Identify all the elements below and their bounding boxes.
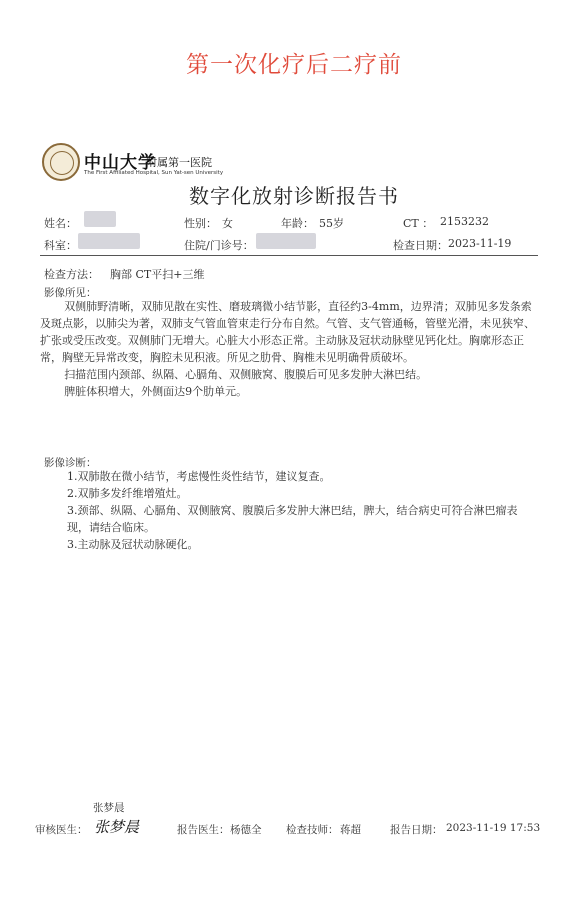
diagnosis-label: 影像诊断：	[44, 457, 97, 469]
dept-label: 科室：	[44, 239, 77, 252]
method-value: 胸部 CT平扫+三维	[110, 268, 205, 281]
exam-date-label: 检查日期：	[393, 239, 448, 252]
diagnosis-list	[50, 468, 530, 553]
findings-paragraph: 脾脏体积增大，外侧面达9个肋单元。	[64, 385, 248, 398]
inpatient-redacted	[256, 233, 316, 249]
name-redacted	[84, 211, 116, 227]
ct-label: CT ：	[403, 217, 434, 230]
findings-body	[40, 298, 538, 400]
gender-label: 性别：	[184, 217, 217, 230]
reviewer-signature: 张梦晨	[94, 818, 140, 836]
hospital-name-cn: 中山大学	[84, 153, 156, 173]
reviewer-printed-name: 张梦晨	[93, 802, 125, 814]
gender-value: 女	[222, 217, 233, 230]
age-label: 年龄：	[281, 217, 314, 230]
age-value: 55岁	[319, 217, 344, 230]
findings-paragraph: 双侧肺野清晰，双肺见散在实性、磨玻璃微小结节影，直径约3-4mm，边界清；双肺见多发条索及斑点影，以肺尖为著，双肺支气管血管束走行分布自然。气管、支气管通畅，管壁光滑，未见狭窄、扩张或受压改变。双侧肺门无增大。心脏大小形态正常。主动脉及冠状动脉壁见钙化灶。胸廓形态正常，胸壁无异常改变，胸腔未见积液。所见之肋骨、胸椎未见明确骨质破坏。	[40, 300, 535, 364]
hospital-name-suffix: 附属第一医院	[146, 156, 212, 169]
technician-label: 检查技师：	[286, 824, 339, 836]
diagnosis-item: 2.双肺多发纤维增殖灶。	[67, 487, 188, 500]
inpatient-label: 住院/门诊号：	[184, 239, 254, 252]
findings-paragraph: 扫描范围内颈部、纵隔、心膈角、双侧腋窝、腹膜后可见多发肿大淋巴结。	[64, 368, 428, 381]
report-date-value: 2023-11-19 17:53	[446, 822, 541, 834]
report-date-label: 报告日期：	[390, 824, 443, 836]
hospital-seal-logo	[42, 143, 80, 181]
annotation-banner: 第一次化疗后二疗前	[186, 52, 402, 78]
ct-value: 2153232	[440, 215, 489, 228]
diagnosis-item: 1.双肺散在微小结节，考虑慢性炎性结节，建议复查。	[67, 470, 331, 483]
report-title: 数字化放射诊断报告书	[189, 184, 399, 208]
findings-label: 影像所见：	[44, 287, 97, 299]
diagnosis-item: 3.主动脉及冠状动脉硬化。	[67, 538, 199, 551]
diagnosis-item: 3.颈部、纵隔、心膈角、双侧腋窝、腹膜后多发肿大淋巴结，脾大，结合病史可符合淋巴瘤表现，请结合临床。	[67, 504, 518, 534]
divider-top	[40, 255, 538, 256]
reviewer-label: 审核医生：	[35, 824, 88, 836]
exam-date-value: 2023-11-19	[448, 237, 512, 250]
technician-value: 蒋超	[340, 824, 361, 836]
reporter-value: 杨德全	[230, 824, 262, 836]
hospital-name-en: The First Affiliated Hospital, Sun Yat-sen University	[84, 170, 224, 176]
method-label: 检查方法：	[44, 268, 99, 281]
reporter-label: 报告医生：	[177, 824, 230, 836]
name-label: 姓名：	[44, 217, 77, 230]
dept-redacted	[78, 233, 140, 249]
